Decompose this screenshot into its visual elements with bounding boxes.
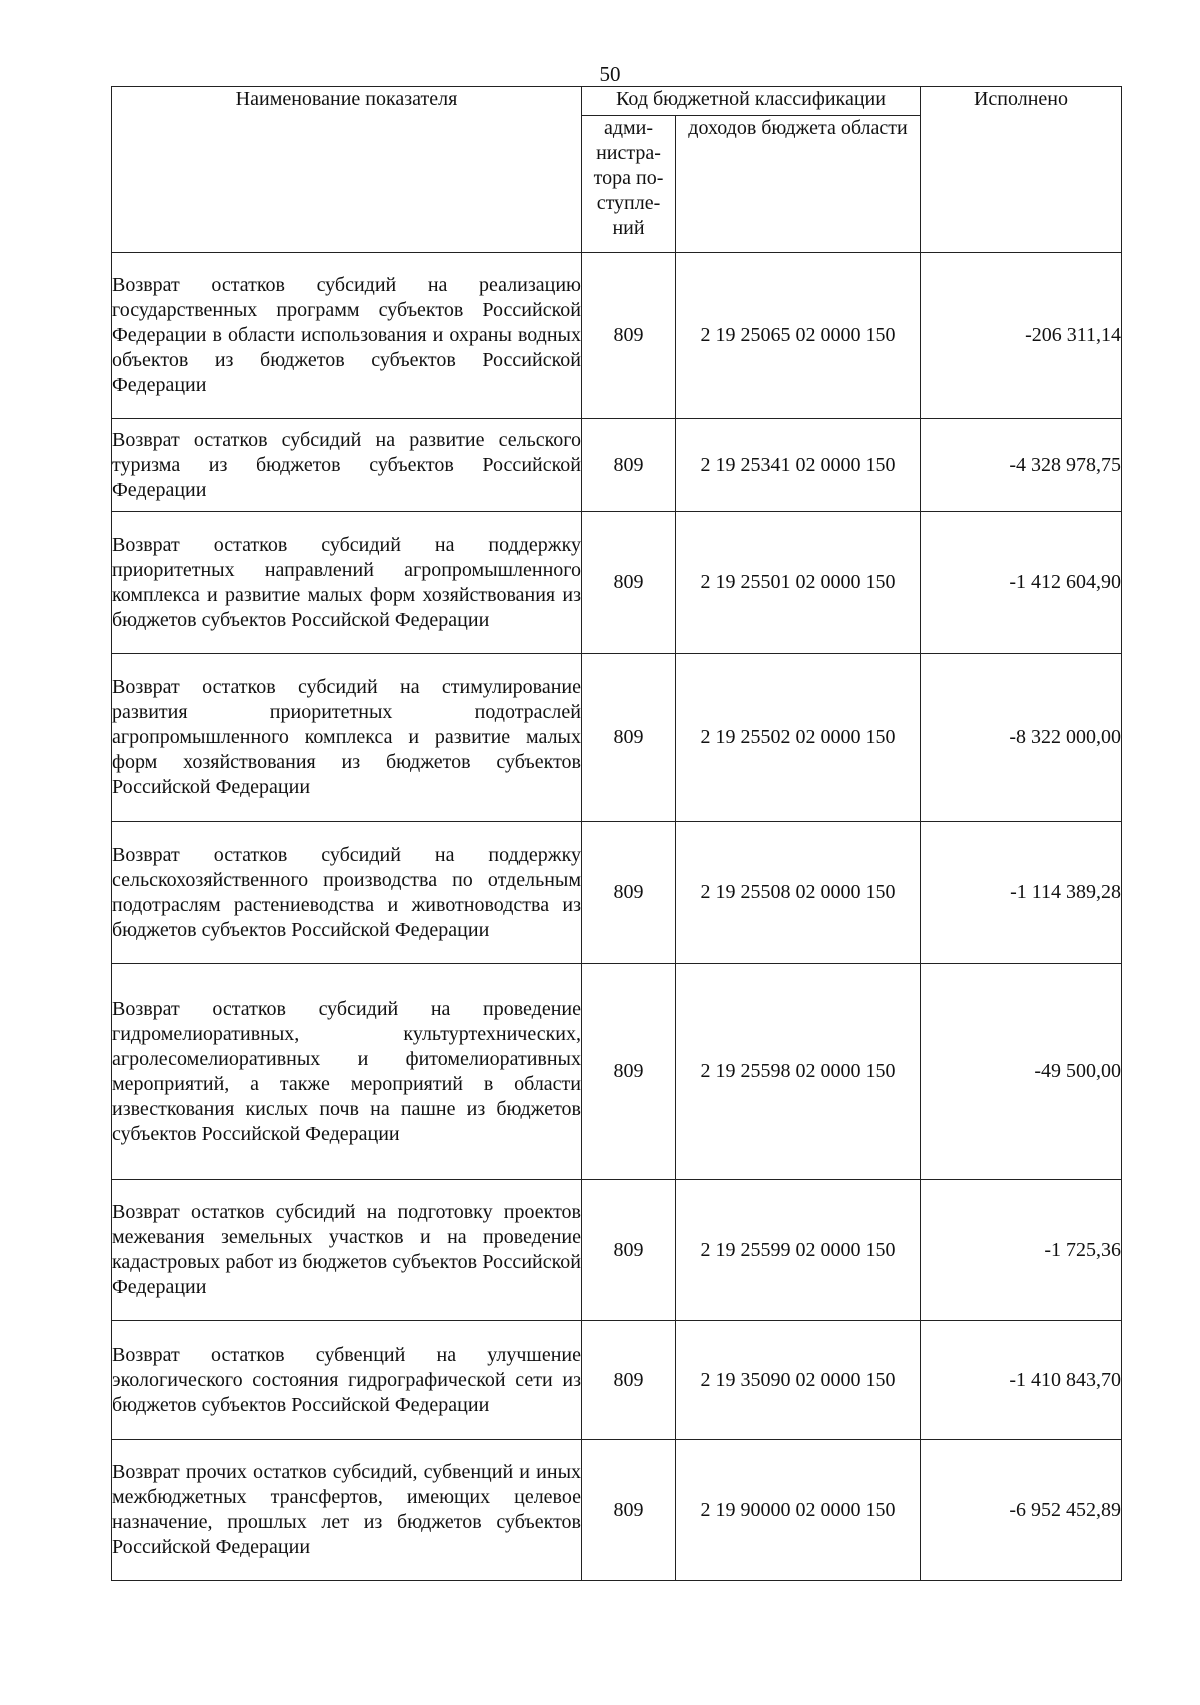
row-name: Возврат прочих остатков субсидий, субвенций и иных межбюджетных трансфертов, имеющих целевое назначение, прошлых лет из бюджетов субъектов Российской Федерации [112, 1440, 582, 1581]
row-executed-value: -8 322 000,00 [921, 654, 1122, 822]
row-name: Возврат остатков субсидий на развитие сельского туризма из бюджетов субъектов Российской Федерации [112, 419, 582, 512]
row-executed-value: -1 725,36 [921, 1180, 1122, 1321]
header-classification: Код бюджетной классификации [582, 87, 921, 116]
row-executed-value: -1 410 843,70 [921, 1321, 1122, 1440]
table-row [112, 419, 1122, 512]
row-income-code: 2 19 25599 02 0000 150 [676, 1180, 921, 1321]
row-income-code: 2 19 25508 02 0000 150 [676, 822, 921, 964]
row-executed-value: -4 328 978,75 [921, 419, 1122, 512]
row-income-code: 2 19 90000 02 0000 150 [676, 1440, 921, 1581]
row-admin-code: 809 [582, 654, 676, 822]
header-admin: адми-нистра-тора по-ступле-ний [582, 116, 676, 253]
row-income-code: 2 19 25502 02 0000 150 [676, 654, 921, 822]
row-admin-code: 809 [582, 419, 676, 512]
table-row [112, 1321, 1122, 1440]
table-row [112, 1180, 1122, 1321]
header-income: доходов бюджета области [676, 116, 921, 253]
row-name: Возврат остатков субвенций на улучшение экологического состояния гидрографической сети из бюджетов субъектов Российской Федерации [112, 1321, 582, 1440]
table-row [112, 822, 1122, 964]
table-row [112, 1440, 1122, 1581]
row-admin-code: 809 [582, 822, 676, 964]
budget-table [111, 86, 1122, 1581]
row-executed-value: -49 500,00 [921, 964, 1122, 1180]
row-admin-code: 809 [582, 1321, 676, 1440]
table-row [112, 964, 1122, 1180]
table-row [112, 512, 1122, 654]
row-admin-code: 809 [582, 1180, 676, 1321]
row-income-code: 2 19 25501 02 0000 150 [676, 512, 921, 654]
row-name: Возврат остатков субсидий на стимулирование развития приоритетных подотраслей агропромышленного комплекса и развитие малых форм хозяйствования из бюджетов субъектов Российской Федерации [112, 654, 582, 822]
row-admin-code: 809 [582, 253, 676, 419]
row-executed-value: -1 412 604,90 [921, 512, 1122, 654]
row-name: Возврат остатков субсидий на поддержку приоритетных направлений агропромышленного комплекса и развитие малых форм хозяйствования из бюджетов субъектов Российской Федерации [112, 512, 582, 654]
row-executed-value: -6 952 452,89 [921, 1440, 1122, 1581]
table-row [112, 253, 1122, 419]
row-executed-value: -206 311,14 [921, 253, 1122, 419]
row-income-code: 2 19 35090 02 0000 150 [676, 1321, 921, 1440]
row-income-code: 2 19 25598 02 0000 150 [676, 964, 921, 1180]
table-row [112, 654, 1122, 822]
row-name: Возврат остатков субсидий на подготовку проектов межевания земельных участков и на проведение кадастровых работ из бюджетов субъектов Российской Федерации [112, 1180, 582, 1321]
header-name: Наименование показателя [112, 87, 582, 253]
row-income-code: 2 19 25065 02 0000 150 [676, 253, 921, 419]
row-income-code: 2 19 25341 02 0000 150 [676, 419, 921, 512]
page-number: 50 [599, 62, 621, 86]
row-name: Возврат остатков субсидий на проведение гидромелиоративных, культуртехнических, агролесомелиоративных и фитомелиоративных мероприятий, а также мероприятий в области известкования кислых почв на пашне из бюджетов субъектов Российской Федерации [112, 964, 582, 1180]
row-executed-value: -1 114 389,28 [921, 822, 1122, 964]
row-name: Возврат остатков субсидий на реализацию государственных программ субъектов Российской Федерации в области использования и охраны водных объектов из бюджетов субъектов Российской Федерации [112, 253, 582, 419]
header-executed: Исполнено [921, 87, 1122, 253]
row-admin-code: 809 [582, 1440, 676, 1581]
row-name: Возврат остатков субсидий на поддержку сельскохозяйственного производства по отдельным подотраслям растениеводства и животноводства из бюджетов субъектов Российской Федерации [112, 822, 582, 964]
row-admin-code: 809 [582, 512, 676, 654]
row-admin-code: 809 [582, 964, 676, 1180]
